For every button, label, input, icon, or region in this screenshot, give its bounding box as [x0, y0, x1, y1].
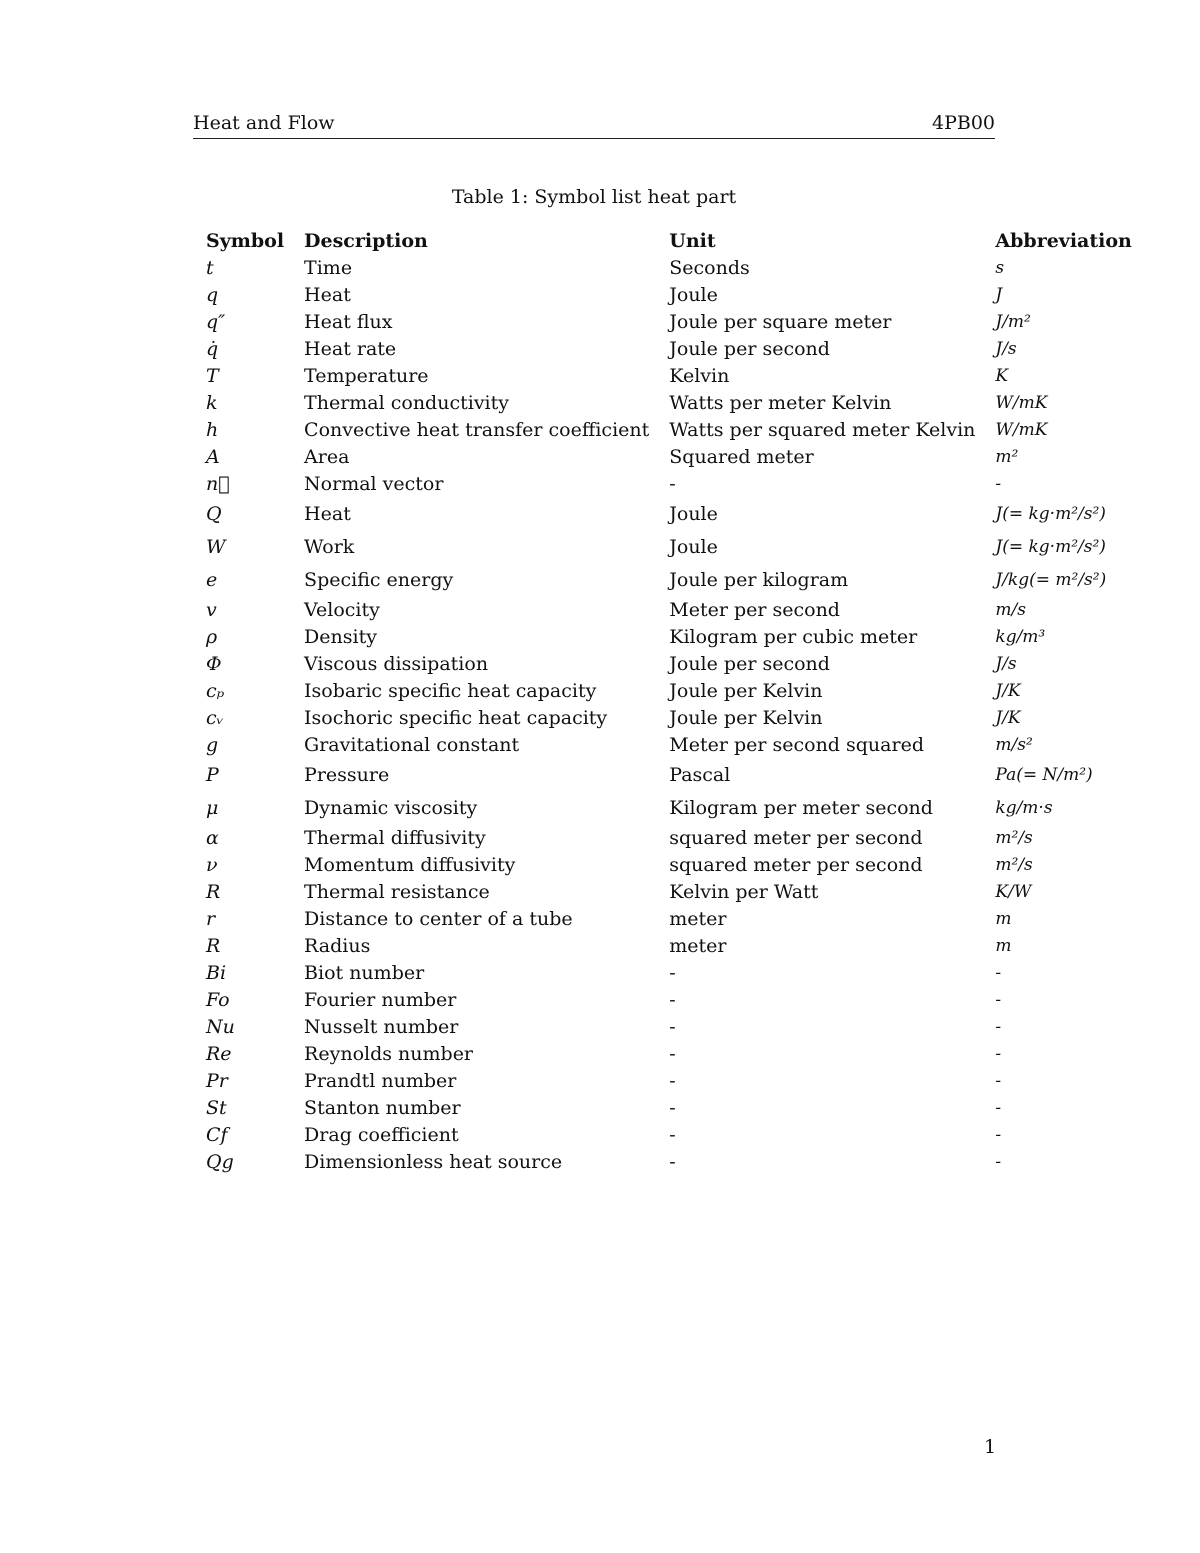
- cell-symbol: ν: [206, 853, 218, 876]
- cell-symbol: Re: [206, 1042, 232, 1065]
- cell-description: Normal vector: [304, 472, 444, 495]
- cell-description: Fourier number: [304, 988, 457, 1011]
- cell-symbol: q″: [206, 310, 226, 333]
- cell-unit: Watts per squared meter Kelvin: [669, 418, 976, 441]
- cell-description: Heat rate: [304, 337, 397, 360]
- cell-unit: Joule per second: [669, 337, 830, 360]
- cell-abbreviation: J: [995, 284, 1003, 305]
- cell-abbreviation: -: [995, 1070, 1002, 1091]
- table-row: [196, 416, 1142, 443]
- table-row: [196, 281, 1142, 308]
- cell-symbol: R: [206, 880, 221, 903]
- cell-description: Reynolds number: [304, 1042, 474, 1065]
- cell-unit: -: [669, 1096, 676, 1119]
- cell-symbol: Q: [206, 502, 222, 525]
- cell-unit: Kilogram per meter second: [669, 796, 933, 819]
- cell-description: Heat: [304, 502, 351, 525]
- table-row: [196, 704, 1142, 731]
- cell-description: Isobaric specific heat capacity: [304, 679, 597, 702]
- cell-description: Momentum diffusivity: [304, 853, 516, 876]
- cell-description: Time: [304, 256, 353, 279]
- cell-unit: Seconds: [669, 256, 750, 279]
- cell-description: Isochoric specific heat capacity: [304, 706, 608, 729]
- header-description: Description: [304, 230, 428, 252]
- cell-unit: Kelvin: [669, 364, 730, 387]
- cell-abbreviation: J/K: [995, 707, 1021, 728]
- table-row: [196, 905, 1142, 932]
- cell-description: Gravitational constant: [304, 733, 520, 756]
- cell-unit: Watts per meter Kelvin: [669, 391, 892, 414]
- cell-unit: Meter per second squared: [669, 733, 924, 756]
- cell-symbol: α: [206, 826, 219, 849]
- cell-unit: squared meter per second: [669, 853, 923, 876]
- cell-description: Dimensionless heat source: [304, 1150, 563, 1173]
- table-row: [196, 677, 1142, 704]
- table-row: [196, 878, 1142, 905]
- cell-abbreviation: -: [995, 1124, 1002, 1145]
- cell-description: Biot number: [304, 961, 425, 984]
- cell-abbreviation: kg/m·s: [995, 797, 1053, 818]
- table-row: [196, 758, 1142, 791]
- table-row: [196, 932, 1142, 959]
- table-row: [196, 1013, 1142, 1040]
- cell-symbol: St: [206, 1096, 227, 1119]
- table-row: [196, 1067, 1142, 1094]
- cell-description: Distance to center of a tube: [304, 907, 573, 930]
- table-row: [196, 1121, 1142, 1148]
- table-caption: Table 1: Symbol list heat part: [451, 186, 737, 208]
- cell-abbreviation: m/s²: [995, 734, 1033, 755]
- cell-symbol: Nu: [206, 1015, 235, 1038]
- cell-abbreviation: m: [995, 935, 1012, 956]
- cell-description: Temperature: [304, 364, 429, 387]
- cell-description: Heat: [304, 283, 351, 306]
- cell-symbol: ρ: [206, 625, 218, 648]
- symbol-table: [196, 228, 1142, 1175]
- cell-description: Viscous dissipation: [304, 652, 489, 675]
- cell-description: Work: [304, 535, 355, 558]
- cell-symbol: cᵥ: [206, 706, 224, 729]
- cell-unit: meter: [669, 934, 727, 957]
- cell-abbreviation: J/kg(= m²/s²): [995, 569, 1107, 590]
- cell-unit: -: [669, 1015, 676, 1038]
- cell-symbol: Fo: [206, 988, 230, 1011]
- cell-description: Heat flux: [304, 310, 393, 333]
- cell-abbreviation: m²: [995, 446, 1019, 467]
- cell-unit: -: [669, 472, 676, 495]
- cell-abbreviation: J(= kg·m²/s²): [995, 536, 1106, 557]
- cell-unit: Joule per kilogram: [669, 568, 849, 591]
- cell-abbreviation: -: [995, 473, 1002, 494]
- table-header-row: [196, 228, 1142, 254]
- cell-unit: meter: [669, 907, 727, 930]
- table-row: [196, 986, 1142, 1013]
- cell-unit: Joule per second: [669, 652, 830, 675]
- cell-symbol: Bi: [206, 961, 227, 984]
- cell-description: Thermal resistance: [304, 880, 490, 903]
- cell-symbol: n⃗: [206, 472, 230, 495]
- table-row: [196, 1094, 1142, 1121]
- cell-unit: Kelvin per Watt: [669, 880, 819, 903]
- cell-description: Velocity: [304, 598, 380, 621]
- cell-symbol: e: [206, 568, 218, 591]
- cell-symbol: A: [206, 445, 220, 468]
- cell-abbreviation: -: [995, 1097, 1002, 1118]
- cell-symbol: P: [206, 763, 219, 786]
- cell-unit: Joule: [669, 502, 718, 525]
- cell-abbreviation: -: [995, 1151, 1002, 1172]
- table-row: [196, 731, 1142, 758]
- cell-symbol: μ: [206, 796, 219, 819]
- cell-abbreviation: J/K: [995, 680, 1021, 701]
- cell-symbol: Qg: [206, 1150, 234, 1173]
- cell-unit: squared meter per second: [669, 826, 923, 849]
- cell-symbol: T: [206, 364, 219, 387]
- cell-abbreviation: -: [995, 989, 1002, 1010]
- cell-symbol: cₚ: [206, 679, 225, 702]
- cell-unit: -: [669, 961, 676, 984]
- table-row: [196, 563, 1142, 596]
- cell-abbreviation: K: [995, 365, 1009, 386]
- table-row: [196, 443, 1142, 470]
- cell-unit: -: [669, 1069, 676, 1092]
- table-row: [196, 1148, 1142, 1175]
- cell-unit: Pascal: [669, 763, 731, 786]
- cell-description: Drag coefficient: [304, 1123, 459, 1146]
- cell-symbol: h: [206, 418, 219, 441]
- cell-description: Nusselt number: [304, 1015, 459, 1038]
- cell-abbreviation: J/s: [995, 653, 1017, 674]
- cell-description: Stanton number: [304, 1096, 461, 1119]
- cell-symbol: r: [206, 907, 216, 930]
- cell-description: Convective heat transfer coefficient: [304, 418, 650, 441]
- table-row: [196, 470, 1142, 497]
- table-row: [196, 623, 1142, 650]
- table-row: [196, 335, 1142, 362]
- cell-unit: Joule per square meter: [669, 310, 892, 333]
- cell-symbol: v: [206, 598, 217, 621]
- cell-symbol: q: [206, 283, 219, 306]
- cell-abbreviation: J/s: [995, 338, 1017, 359]
- cell-description: Thermal conductivity: [304, 391, 509, 414]
- cell-abbreviation: J/m²: [995, 311, 1031, 332]
- cell-symbol: t: [206, 256, 214, 279]
- table-row: [196, 497, 1142, 530]
- cell-symbol: g: [206, 733, 219, 756]
- header-abbreviation: Abbreviation: [995, 230, 1132, 252]
- cell-symbol: Φ: [206, 652, 222, 675]
- table-row: [196, 389, 1142, 416]
- table-row: [196, 791, 1142, 824]
- cell-description: Density: [304, 625, 377, 648]
- table-row: [196, 1040, 1142, 1067]
- running-header: [193, 112, 995, 139]
- cell-unit: Squared meter: [669, 445, 814, 468]
- cell-unit: Meter per second: [669, 598, 840, 621]
- table-row: [196, 308, 1142, 335]
- cell-symbol: q̇: [206, 337, 219, 360]
- table-row: [196, 959, 1142, 986]
- table-row: [196, 851, 1142, 878]
- cell-abbreviation: J(= kg·m²/s²): [995, 503, 1106, 524]
- table-row: [196, 530, 1142, 563]
- table-row: [196, 596, 1142, 623]
- cell-description: Dynamic viscosity: [304, 796, 478, 819]
- cell-unit: Joule: [669, 283, 718, 306]
- header-unit: Unit: [669, 230, 716, 252]
- cell-abbreviation: K/W: [995, 881, 1032, 902]
- cell-symbol: k: [206, 391, 218, 414]
- cell-unit: -: [669, 988, 676, 1011]
- cell-abbreviation: -: [995, 1016, 1002, 1037]
- cell-symbol: R: [206, 934, 221, 957]
- cell-unit: Joule per Kelvin: [669, 679, 823, 702]
- cell-description: Radius: [304, 934, 371, 957]
- page-number: 1: [984, 1436, 997, 1458]
- cell-abbreviation: W/mK: [995, 419, 1048, 440]
- cell-abbreviation: kg/m³: [995, 626, 1046, 647]
- header-course-code: 4PB00: [931, 112, 995, 134]
- cell-unit: Kilogram per cubic meter: [669, 625, 918, 648]
- cell-description: Specific energy: [304, 568, 454, 591]
- cell-abbreviation: W/mK: [995, 392, 1048, 413]
- header-course-title: Heat and Flow: [193, 112, 335, 134]
- cell-description: Pressure: [304, 763, 390, 786]
- cell-abbreviation: -: [995, 962, 1002, 983]
- cell-abbreviation: s: [995, 257, 1005, 278]
- table-row: [196, 254, 1142, 281]
- table-row: [196, 650, 1142, 677]
- table-row: [196, 362, 1142, 389]
- cell-description: Prandtl number: [304, 1069, 457, 1092]
- cell-abbreviation: m²/s: [995, 827, 1033, 848]
- cell-abbreviation: m²/s: [995, 854, 1033, 875]
- cell-unit: -: [669, 1150, 676, 1173]
- cell-abbreviation: -: [995, 1043, 1002, 1064]
- cell-unit: Joule per Kelvin: [669, 706, 823, 729]
- cell-unit: -: [669, 1123, 676, 1146]
- cell-description: Thermal diffusivity: [304, 826, 486, 849]
- cell-abbreviation: Pa(= N/m²): [995, 764, 1093, 785]
- cell-symbol: W: [206, 535, 226, 558]
- cell-unit: -: [669, 1042, 676, 1065]
- cell-unit: Joule: [669, 535, 718, 558]
- cell-symbol: Cf: [206, 1123, 228, 1146]
- cell-abbreviation: m: [995, 908, 1012, 929]
- cell-abbreviation: m/s: [995, 599, 1026, 620]
- header-symbol: Symbol: [206, 230, 285, 252]
- cell-symbol: Pr: [206, 1069, 228, 1092]
- cell-description: Area: [304, 445, 350, 468]
- table-row: [196, 824, 1142, 851]
